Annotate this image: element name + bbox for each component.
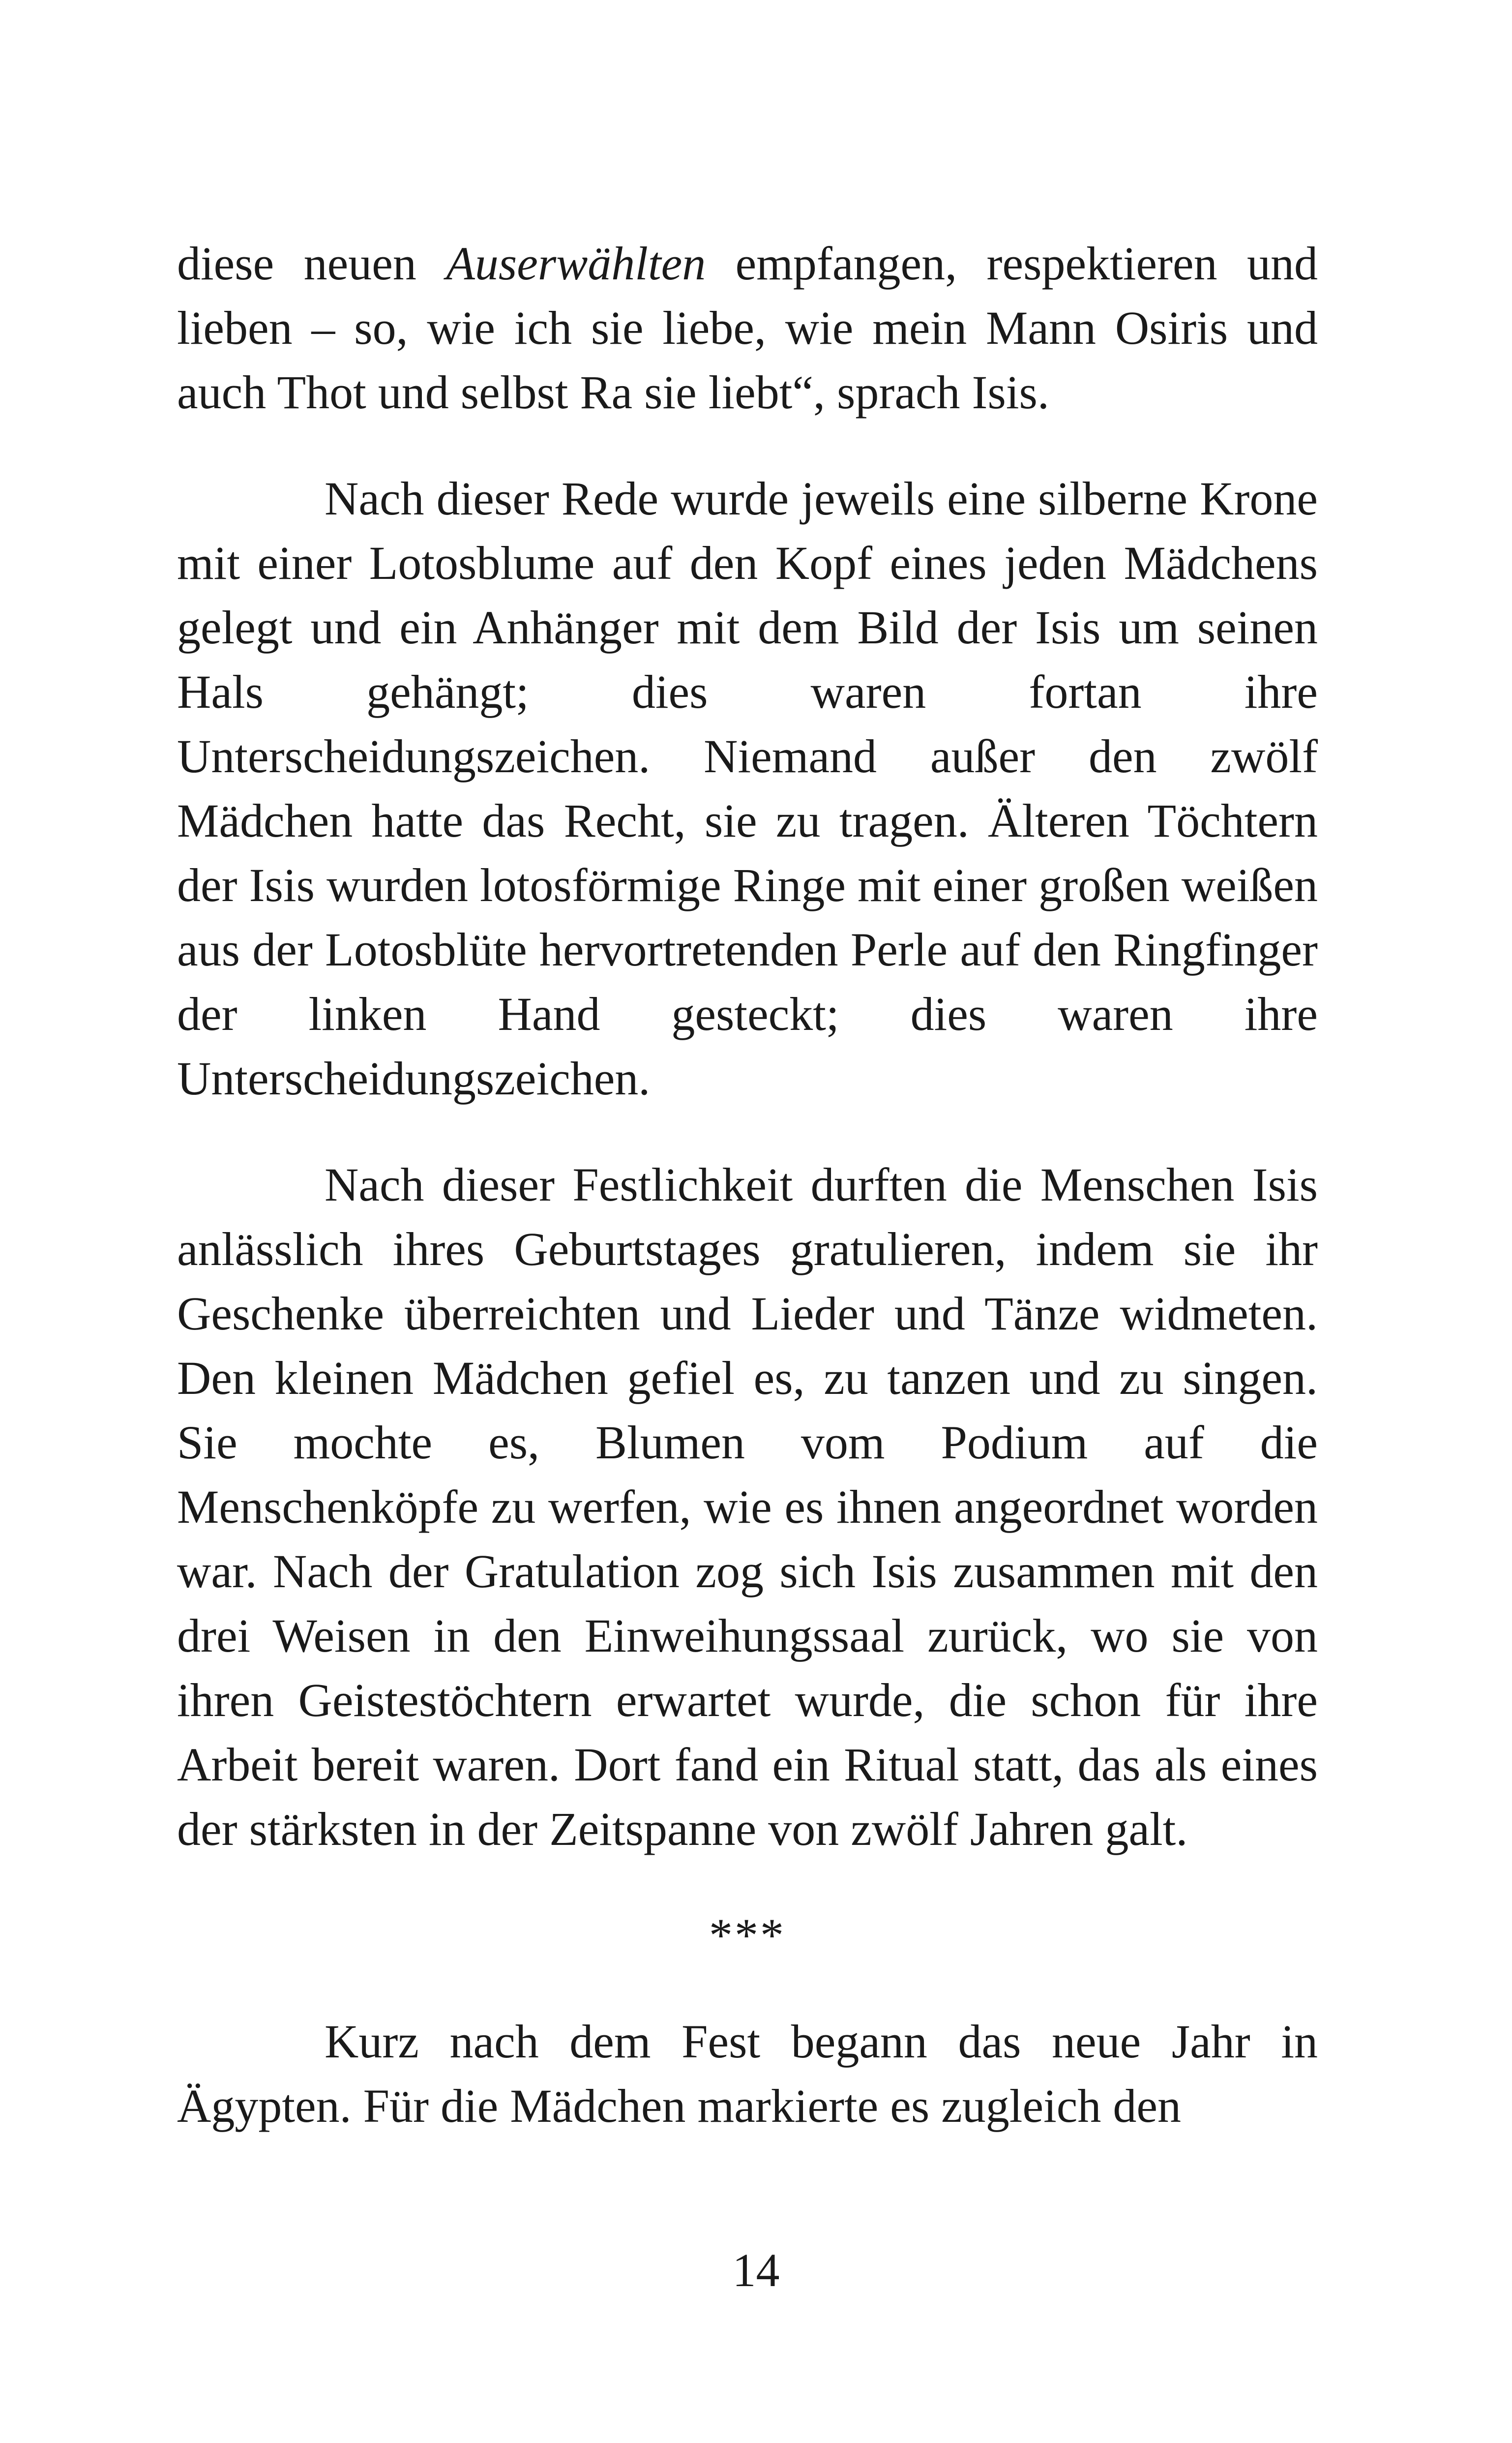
paragraph-1-text-start: diese neuen	[177, 237, 446, 290]
paragraph-1-text-end: empfangen, respektieren und lieben – so, wie ich sie liebe, wie mein Mann Osiris und auch Thot und selbst Ra sie liebt“, sprach Isis.	[177, 237, 1318, 419]
page-number: 14	[732, 2244, 780, 2296]
paragraph-3-text: Nach dieser Festlichkeit durften die Menschen Isis anlässlich ihres Geburtstages gratulieren, indem sie ihr Geschenke überreichten und Lieder und Tänze widmeten. Den kleinen Mädchen gefiel es, zu tanzen und zu singen. Sie mochte es, Blumen vom Podium auf die Menschenköpfe zu werfen, wie es ihnen angeordnet worden war. Nach der Gratulation zog sich Isis zusammen mit den drei Weisen in den Einweihungssaal zurück, wo sie von ihren Geistestöchtern erwartet wurde, die schon für ihre Arbeit bereit waren. Dort fand ein Ritual statt, das als eines der stärksten in der Zeitspanne von zwölf Jahren galt.	[177, 1158, 1318, 1855]
body-text	[177, 231, 1318, 2138]
paragraph-2-text: Nach dieser Rede wurde jeweils eine silberne Krone mit einer Lotosblume auf den Kopf eines jeden Mädchens gelegt und ein Anhänger mit dem Bild der Isis um seinen Hals gehängt; dies waren fortan ihre Unterscheidungszeichen. Niemand außer den zwölf Mädchen hatte das Recht, sie zu tragen. Älteren Töchtern der Isis wurden lotosförmige Ringe mit einer großen weißen aus der Lotosblüte hervortretenden Perle auf den Ringfinger der linken Hand gesteckt; dies waren ihre Unterscheidungszeichen.	[177, 472, 1318, 1105]
paragraph-2	[177, 466, 1318, 1111]
paragraph-3	[177, 1152, 1318, 1861]
closing-paragraph: Kurz nach dem Fest begann das neue Jahr in Ägypten. Für die Mädchen markierte es zugleich den	[177, 2015, 1318, 2132]
section-separator: ***	[709, 1909, 786, 1961]
italic-word-auserwaehlten: Auserwählten	[446, 237, 706, 290]
paragraph-1	[177, 231, 1318, 424]
